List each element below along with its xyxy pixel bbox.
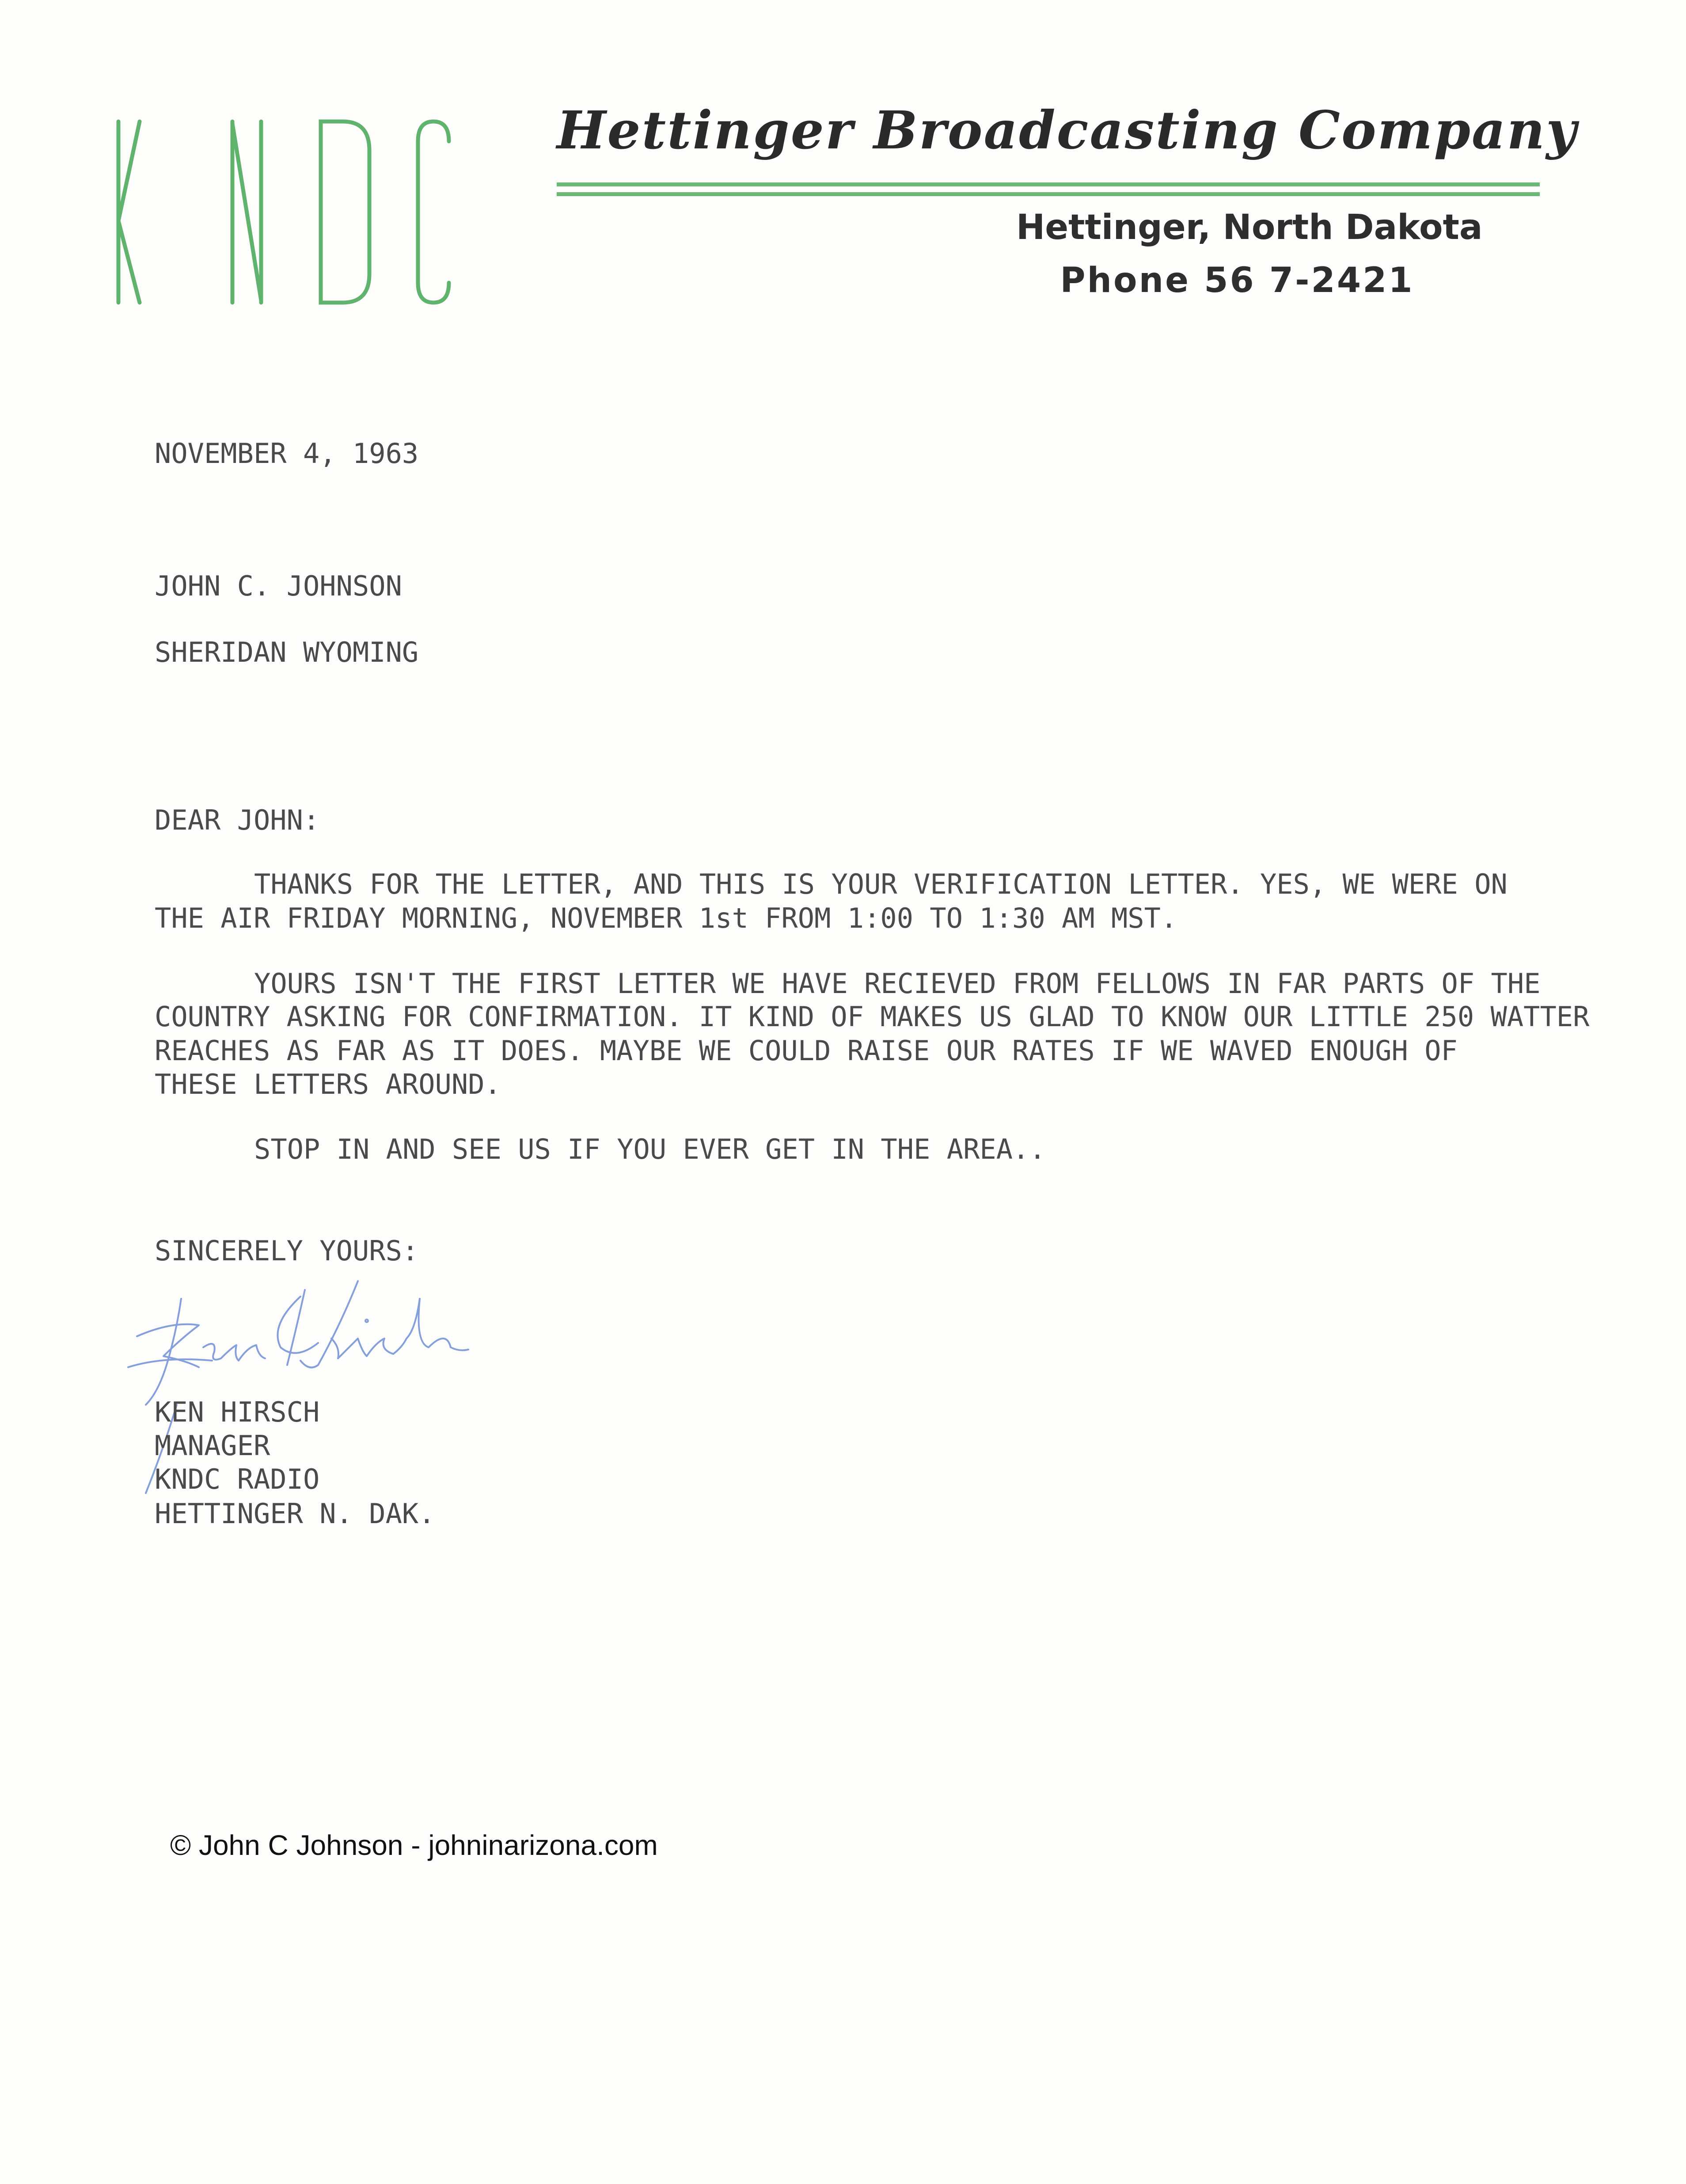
- paragraph-1-line-1: THANKS FOR THE LETTER, AND THIS IS YOUR VERIFICATION LETTER. YES, WE WERE ON: [254, 868, 1508, 900]
- paragraph-2-line-2: COUNTRY ASKING FOR CONFIRMATION. IT KIND OF MAKES US GLAD TO KNOW OUR LITTLE 250 WATTER: [155, 1001, 1590, 1033]
- signer-name: KEN HIRSCH: [155, 1396, 320, 1428]
- company-name: Hettinger Broadcasting Company: [557, 99, 1578, 161]
- paragraph-2-line-3: REACHES AS FAR AS IT DOES. MAYBE WE COULD RAISE OUR RATES IF WE WAVED ENOUGH OF: [155, 1035, 1458, 1067]
- recipient-name: JOHN C. JOHNSON: [155, 570, 402, 602]
- recipient-location: SHERIDAN WYOMING: [155, 636, 419, 668]
- signer-title: MANAGER: [155, 1429, 270, 1462]
- company-phone: Phone 56 7-2421: [1060, 261, 1414, 300]
- company-city: Hettinger, North Dakota: [1016, 208, 1483, 247]
- letterhead-rule-top: [557, 182, 1540, 186]
- paragraph-2-line-1: YOURS ISN'T THE FIRST LETTER WE HAVE RECIEVED FROM FELLOWS IN FAR PARTS OF THE: [254, 967, 1541, 1000]
- letterhead-rule-bottom: [557, 192, 1540, 196]
- closing: SINCERELY YOURS:: [155, 1235, 419, 1267]
- paragraph-2-line-4: THESE LETTERS AROUND.: [155, 1068, 501, 1100]
- paragraph-1-line-2: THE AIR FRIDAY MORNING, NOVEMBER 1st FROM 1:00 TO 1:30 AM MST.: [155, 902, 1177, 934]
- signer-station: KNDC RADIO: [155, 1463, 320, 1495]
- salutation: DEAR JOHN:: [155, 804, 320, 836]
- letter-date: NOVEMBER 4, 1963: [155, 437, 419, 470]
- copyright-notice: © John C Johnson - johninarizona.com: [170, 1829, 658, 1861]
- kndc-logo: [109, 110, 462, 314]
- paragraph-3: STOP IN AND SEE US IF YOU EVER GET IN THE AREA..: [254, 1133, 1046, 1165]
- signer-location: HETTINGER N. DAK.: [155, 1498, 435, 1530]
